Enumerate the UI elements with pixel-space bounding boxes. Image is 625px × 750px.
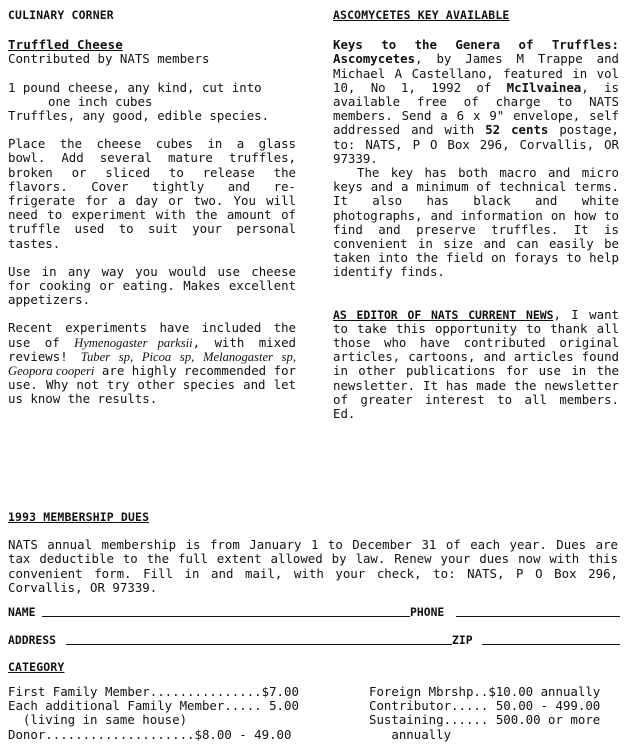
address-field[interactable] — [66, 644, 452, 645]
species-hymenogaster: Hymenogaster parksii — [74, 335, 193, 350]
ingredient-cheese-continued: one inch cubes — [48, 93, 153, 109]
category-sustaining-note: annually — [369, 726, 452, 742]
key-description: The key has both macro and micro keys and a minimum of technical terms. It also has black and white photographs, and information on how to find and preserve truffles. It is convenient in size and can easily be taken into the field on forays to help identify finds. — [333, 165, 619, 280]
recipe-usage: Use in any way you would use cheese for cooking or eating. Makes excellent appetizers. — [8, 263, 296, 308]
postage-amount: 52 cents — [485, 122, 549, 138]
species-list: Tuber sp, Picoa sp, Melanogaster sp, Geopora cooperi — [8, 349, 296, 379]
address-label: ADDRESS — [8, 632, 57, 647]
category-first-family[interactable]: First Family Member...............$7.00 — [8, 684, 299, 699]
editor-note: AS EDITOR OF NATS CURRENT NEWS, I want to take this opportunity to thank all those who have contributed original articles, cartoons, and articles found in other publications for use in the newsletter. It has made the newsletter of greater interest to all members. Ed. — [333, 306, 619, 422]
membership-dues-section — [8, 510, 618, 595]
dues-heading: 1993 MEMBERSHIP DUES — [8, 510, 150, 524]
culinary-corner-column — [8, 8, 296, 407]
zip-label: ZIP — [452, 632, 473, 647]
editor-heading: AS EDITOR OF NATS CURRENT NEWS — [333, 307, 554, 322]
recipe-experiments: Recent experiments have included the use of Hymenogaster parksii, with mixed reviews! Tuber sp, Picoa sp, Melanogaster sp, Geopora cooperi are highly recommended for use. Why not try other species and let us know the results. — [8, 320, 296, 407]
dues-text: NATS annual membership is from January 1 to December 31 of each year. Dues are tax deductible to the full extent allowed by law. Renew your dues now with this convenient form. Fill in and mail, with your check, to: NATS, P O Box 296, Corvallis, OR 97339. — [8, 537, 618, 595]
ingredient-cheese: 1 pound cheese, any kind, cut into — [8, 79, 262, 95]
recipe-credit: Contributed by NATS members — [8, 51, 210, 67]
category-additional-family[interactable]: Each additional Family Member..... 5.00 — [8, 698, 299, 714]
ascomycetes-key-heading: ASCOMYCETES KEY AVAILABLE — [333, 8, 510, 22]
category-list-left — [8, 685, 299, 742]
category-contributor[interactable]: Contributor..... 50.00 - 499.00 — [369, 698, 601, 714]
address-zip-row — [8, 631, 620, 647]
category-sustaining[interactable]: Sustaining...... 500.00 or more — [369, 712, 601, 728]
recipe-title: Truffled Cheese — [8, 37, 123, 53]
category-donor[interactable]: Donor....................$8.00 - 49.00 — [8, 726, 292, 742]
category-heading: CATEGORY — [8, 660, 65, 674]
recipe-instructions: Place the cheese cubes in a glass bowl. Add several mature truffles, broken or sliced to release the flavors. Cover tightly and re-frigerate for a day or two. You will need to experiment with the amount of truffle used to suit your personal tastes. — [8, 136, 296, 251]
key-book-title: Keys to the Genera of Truffles: Ascomycetes — [333, 37, 619, 67]
phone-field[interactable] — [456, 616, 620, 617]
name-phone-row — [8, 603, 620, 619]
name-field[interactable] — [42, 616, 410, 617]
key-announcement: Keys to the Genera of Truffles: Ascomycetes, by James M Trappe and Michael A Castellano, featured in vol 10, No 1, 1992 of McIlvainea, is available free of charge to NATS members. Send a 6 x 9" envelope, self addressed and with 52 cents postage, to: NATS, P O Box 296, Corvallis, OR 97339. — [333, 37, 619, 166]
ingredient-truffles: Truffles, any good, edible species. — [8, 108, 270, 124]
journal-name: McIlvainea — [506, 79, 582, 95]
category-family-note: (living in same house) — [8, 712, 188, 728]
phone-label: PHONE — [410, 604, 445, 619]
culinary-corner-heading: CULINARY CORNER — [8, 8, 114, 22]
ascomycetes-column — [333, 8, 619, 421]
zip-field[interactable] — [482, 644, 620, 645]
name-label: NAME — [8, 604, 36, 619]
category-foreign[interactable]: Foreign Mbrshp..$10.00 annually — [369, 684, 601, 699]
category-list-right — [369, 685, 600, 742]
